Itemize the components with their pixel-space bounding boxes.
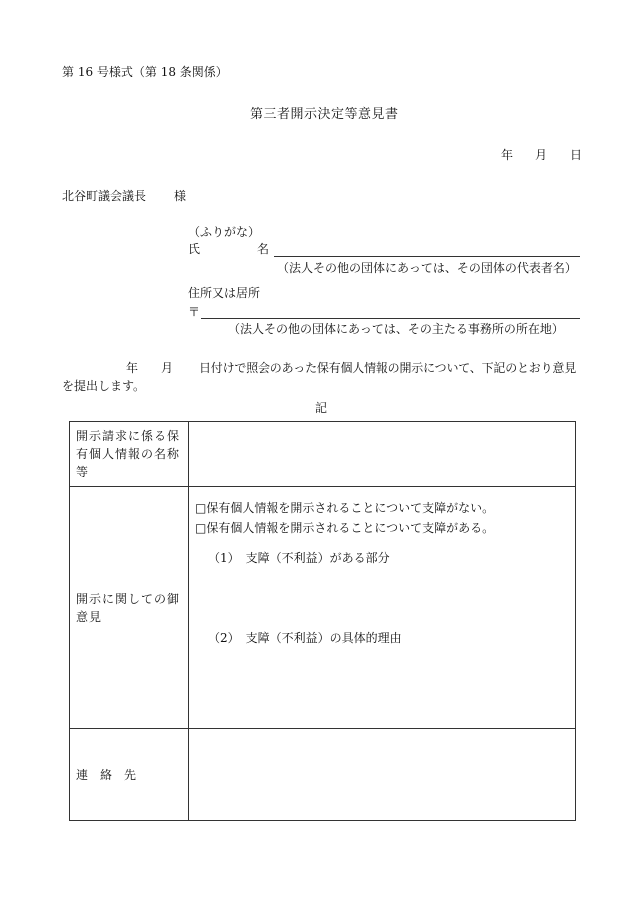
postal-mark: 〒 (188, 305, 201, 319)
name-note: （法人その他の団体にあっては、その団体の代表者名） (277, 261, 577, 275)
table-row-contact (70, 729, 576, 821)
item-affected-part: （1） 支障（不利益）がある部分 (208, 551, 390, 565)
specific-reason-input-area[interactable] (195, 649, 575, 723)
body-year-label: 年 (126, 361, 139, 375)
table-row-opinion (70, 487, 576, 729)
opinion-label: 開示に関しての御意見 (76, 591, 181, 624)
date-day-label: 日 (570, 148, 583, 162)
info-name-input-cell[interactable] (189, 422, 576, 487)
affected-part-input-area[interactable] (195, 569, 575, 627)
option-problem-checkbox[interactable]: □保有個人情報を開示されることについて支障がある。 (195, 521, 495, 535)
addressee-honorific: 様 (174, 189, 187, 203)
date-month-label: 月 (535, 148, 548, 162)
address-label: 住所又は居所 (188, 286, 261, 300)
name-label-first: 氏 (188, 242, 201, 256)
contact-label-cell (70, 729, 189, 821)
body-line1: 日付けで照会のあった保有個人情報の開示について、下記のとおり意見 (199, 361, 577, 375)
form-number: 第 16 号様式（第 18 条関係） (62, 65, 228, 79)
page-title: 第三者開示決定等意見書 (250, 107, 399, 122)
name-label-second: 名 (257, 242, 270, 256)
contact-label: 連 絡 先 (76, 767, 137, 782)
addressee-name: 北谷町議会議長 (62, 189, 147, 203)
address-field-line[interactable] (201, 318, 580, 319)
opinion-table (69, 421, 576, 821)
address-note: （法人その他の団体にあっては、その主たる事務所の所在地） (228, 322, 564, 336)
body-line2: を提出します。 (62, 379, 146, 393)
ki-heading: 記 (315, 401, 328, 415)
furigana-label: （ふりがな） (188, 225, 261, 239)
date-year-label: 年 (501, 148, 514, 162)
info-name-label-cell (70, 422, 189, 487)
opinion-content-cell (189, 487, 576, 729)
item-specific-reason: （2） 支障（不利益）の具体的理由 (208, 631, 402, 645)
name-field-line[interactable] (274, 256, 580, 257)
body-month-label: 月 (161, 361, 174, 375)
info-name-label: 開示請求に係る保有個人情報の名称等 (76, 429, 181, 479)
contact-input-cell[interactable] (189, 729, 576, 821)
opinion-label-cell (70, 487, 189, 729)
table-row-info-name (70, 422, 576, 487)
option-no-problem-checkbox[interactable]: □保有個人情報を開示されることについて支障がない。 (195, 501, 495, 515)
